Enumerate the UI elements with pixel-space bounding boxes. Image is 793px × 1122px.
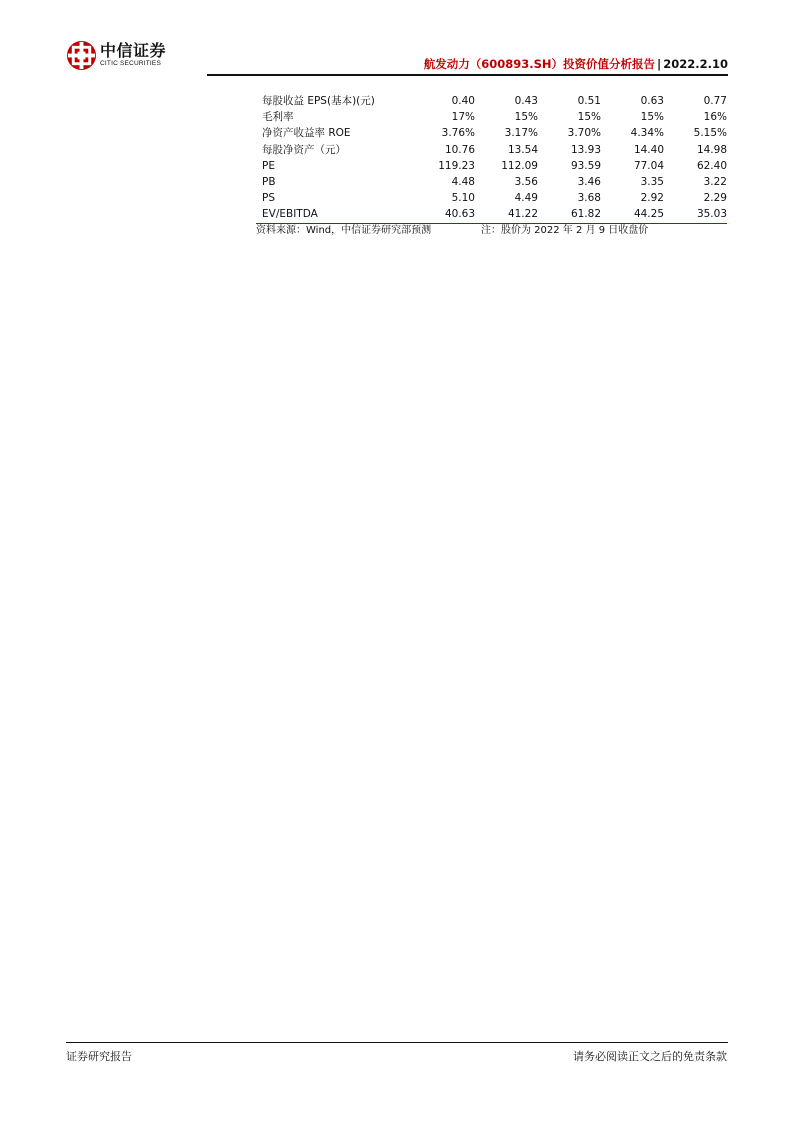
table-cell: 17% xyxy=(451,111,475,124)
table-cell: 4.49 xyxy=(514,192,538,205)
citic-logo-icon xyxy=(66,40,97,71)
table-cell: 119.23 xyxy=(438,159,475,172)
table-row xyxy=(256,125,727,141)
table-cell: 0.43 xyxy=(514,95,538,107)
footer-report-type: 证券研究报告 xyxy=(66,1050,132,1063)
price-note: 注：股价为 2022 年 2 月 9 日收盘价 xyxy=(481,225,649,236)
row-label: 毛利率 xyxy=(262,111,294,124)
table-cell: 3.22 xyxy=(703,176,727,189)
row-label: 净资产收益率 ROE xyxy=(262,127,351,140)
logo-english-name: CITIC SECURITIES xyxy=(100,60,161,67)
table-cell: 3.56 xyxy=(514,176,538,189)
table-cell: 4.48 xyxy=(451,176,475,189)
table-cell: 112.09 xyxy=(501,159,538,172)
table-cell: 5.15% xyxy=(693,127,727,140)
header-divider xyxy=(207,74,728,76)
table-row xyxy=(256,158,727,174)
data-source-note: 资料来源：Wind，中信证券研究部预测 xyxy=(256,225,432,236)
table-cell: 10.76 xyxy=(444,143,475,156)
table-cell: 40.63 xyxy=(412,206,475,223)
table-row xyxy=(256,142,727,158)
table-cell: 62.40 xyxy=(696,159,727,172)
report-date: 2022.2.10 xyxy=(663,57,728,71)
table-cell: 3.35 xyxy=(640,176,664,189)
table-cell: 15% xyxy=(577,111,601,124)
company-logo xyxy=(66,38,166,72)
table-cell: 15% xyxy=(514,111,538,124)
table-row xyxy=(256,190,727,206)
report-title-line xyxy=(424,56,728,72)
page-header xyxy=(66,38,728,76)
row-label: PB xyxy=(262,176,276,189)
table-row xyxy=(256,93,727,109)
row-label: PS xyxy=(262,192,275,205)
table-cell: 13.54 xyxy=(507,143,538,156)
table-cell: 0.63 xyxy=(640,95,664,107)
financial-metrics-table xyxy=(256,93,727,224)
table-cell: 0.40 xyxy=(451,95,475,107)
logo-chinese-name: 中信证券 xyxy=(100,41,167,60)
footer-disclaimer: 请务必阅读正文之后的免责条款 xyxy=(573,1050,727,1063)
table-cell: 4.34% xyxy=(630,127,664,140)
table-cell: 14.98 xyxy=(696,143,727,156)
report-title: 航发动力（600893.SH）投资价值分析报告 xyxy=(423,57,656,71)
table-cell: 0.51 xyxy=(577,95,601,107)
table-cell: 44.25 xyxy=(601,206,664,223)
table-cell: 15% xyxy=(640,111,664,124)
footer-divider xyxy=(66,1042,728,1043)
table-cell: 2.29 xyxy=(703,192,727,205)
table-cell: 16% xyxy=(703,111,727,124)
row-label: EV/EBITDA xyxy=(256,206,412,223)
table-cell: 5.10 xyxy=(451,192,475,205)
table-cell: 3.46 xyxy=(577,176,601,189)
table-cell: 3.76% xyxy=(441,127,475,140)
table-cell: 35.03 xyxy=(664,206,727,223)
table-cell: 77.04 xyxy=(633,159,664,172)
table-cell: 61.82 xyxy=(538,206,601,223)
table-row xyxy=(256,174,727,190)
table-cell: 3.68 xyxy=(577,192,601,205)
table-cell: 14.40 xyxy=(633,143,664,156)
table-cell: 93.59 xyxy=(570,159,601,172)
table-cell: 13.93 xyxy=(570,143,601,156)
table-cell: 41.22 xyxy=(475,206,538,223)
title-separator: | xyxy=(657,57,662,71)
table-cell: 0.77 xyxy=(703,95,727,107)
row-label: PE xyxy=(262,159,275,172)
row-label: 每股净资产（元） xyxy=(262,143,346,156)
row-label: 每股收益 EPS(基本)(元) xyxy=(262,95,375,107)
table-cell: 2.92 xyxy=(640,192,664,205)
table-row xyxy=(256,109,727,125)
table-row xyxy=(256,206,727,223)
table-cell: 3.70% xyxy=(567,127,601,140)
table-cell: 3.17% xyxy=(504,127,538,140)
